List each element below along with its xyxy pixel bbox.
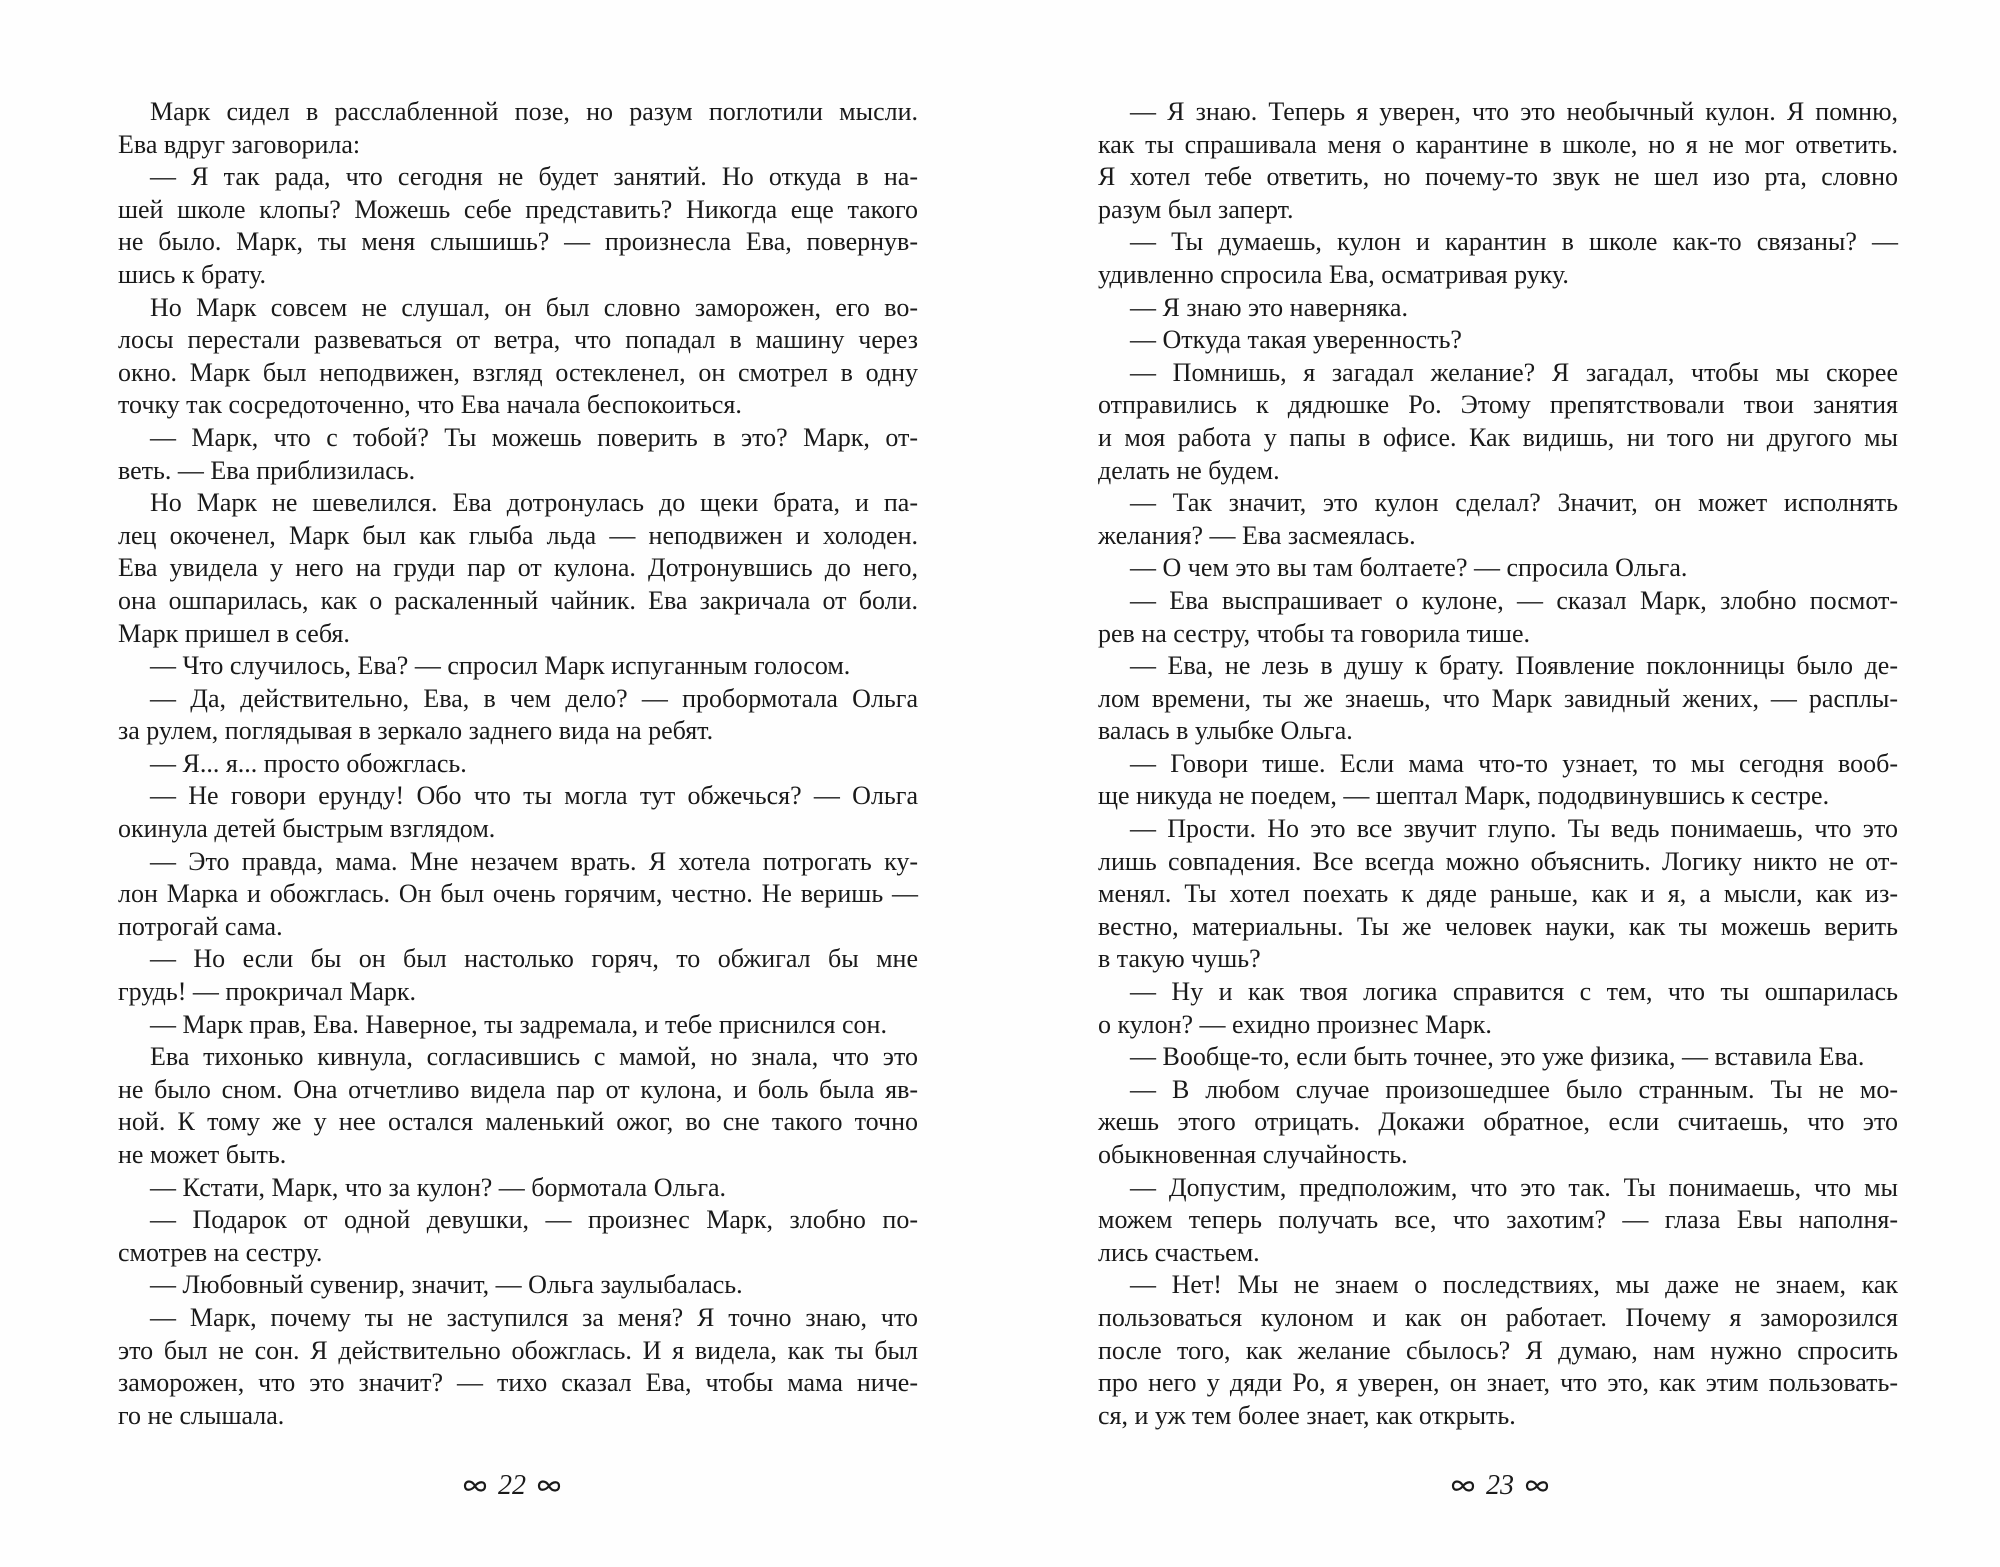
text-line: Ева вдруг заговорила: — [118, 129, 361, 159]
right-page — [1098, 96, 1898, 1432]
text-line: можем теперь получать все, что захотим? — глаза Евы наполня- — [1098, 1205, 1898, 1235]
text-line: — Нет! Мы не знаем о последствиях, мы даже не знаем, как — [1130, 1270, 1898, 1300]
text-line: лец окоченел, Марк был как глыба льда — неподвижен и холоден. — [118, 520, 918, 550]
text-line: — Я так рада, что сегодня не будет занятий. Но откуда в на- — [150, 162, 918, 192]
ornament-left-icon — [1450, 1478, 1476, 1494]
text-line: ще никуда не поедем, — шептал Марк, пододвинувшись к сестре. — [1098, 781, 1830, 811]
text-line: — Прости. Но это все звучит глупо. Ты ведь понимаешь, что это — [1130, 814, 1898, 844]
text-line: Но Марк не шевелился. Ева дотронулась до щеки брата, и па- — [150, 488, 918, 518]
text-line: про него у дяди Ро, я уверен, он знает, что это, как этим пользовать- — [1098, 1368, 1898, 1398]
text-line: делать не будем. — [1098, 455, 1280, 485]
text-line: — Кстати, Марк, что за кулон? — бормотала Ольга. — [150, 1172, 727, 1202]
text-line: — Ну и как твоя логика справится с тем, что ты ошпарилась — [1130, 977, 1898, 1007]
text-line: Но Марк совсем не слушал, он был словно заморожен, его во- — [150, 292, 918, 322]
text-line: после того, как желание сбылось? Я думаю, нам нужно спросить — [1098, 1335, 1898, 1365]
text-line: не было сном. Она отчетливо видела пар от кулона, и боль была яв- — [118, 1074, 918, 1104]
page-number: 23 — [1486, 1470, 1514, 1501]
text-line: лосы перестали развеваться от ветра, что попадал в машину через — [118, 325, 918, 355]
left-page-footer — [462, 1466, 562, 1506]
text-line: — Подарок от одной девушки, — произнес Марк, злобно по- — [150, 1205, 918, 1235]
text-line: точку так сосредоточенно, что Ева начала беспокоиться. — [118, 390, 742, 420]
text-line: — Это правда, мама. Мне незачем врать. Я хотела потрогать ку- — [150, 846, 918, 876]
text-line: Марк сидел в расслабленной позе, но разум поглотили мысли. — [150, 97, 918, 126]
text-line: — Да, действительно, Ева, в чем дело? — пробормотала Ольга — [150, 683, 918, 713]
text-line: лись счастьем. — [1098, 1237, 1260, 1267]
text-line: — Так значит, это кулон сделал? Значит, он может исполнять — [1130, 488, 1898, 518]
text-line: Ева увидела у него на груди пар от кулона. Дотронувшись до него, — [118, 553, 918, 583]
text-line: заморожен, что это значит? — тихо сказал Ева, чтобы мама ниче- — [118, 1368, 918, 1398]
left-page — [118, 96, 918, 1432]
text-line: окно. Марк был неподвижен, взгляд остекленел, он смотрел в одну — [118, 357, 918, 387]
text-line: — Любовный сувенир, значит, — Ольга заулыбалась. — [150, 1270, 743, 1300]
text-line: лон Марка и обожглась. Он был очень горячим, честно. Не веришь — — [118, 879, 918, 909]
text-line: рев на сестру, чтобы та говорила тише. — [1098, 618, 1530, 648]
text-line: потрогай сама. — [118, 911, 283, 941]
text-line: вестно, материальны. Ты же человек науки, как ты можешь верить — [1098, 911, 1898, 941]
text-line: — Я знаю. Теперь я уверен, что это необычный кулон. Я помню, — [1130, 97, 1898, 126]
ornament-right-icon — [1524, 1478, 1550, 1494]
text-line: удивленно спросила Ева, осматривая руку. — [1098, 259, 1569, 289]
text-line: — Вообще-то, если быть точнее, это уже физика, — вставила Ева. — [1130, 1042, 1865, 1072]
text-line: как ты спрашивала меня о карантине в школе, но я не мог ответить. — [1098, 129, 1898, 159]
text-line: — Ева, не лезь в душу к брату. Появление поклонницы было де- — [1130, 651, 1898, 681]
text-line: о кулон? — ехидно произнес Марк. — [1098, 1009, 1492, 1039]
page-number: 22 — [498, 1470, 526, 1501]
text-line: жешь этого отрицать. Докажи обратное, если считаешь, что это — [1098, 1107, 1898, 1137]
text-line: лом времени, ты же знаешь, что Марк завидный жених, — расплы- — [1098, 683, 1898, 713]
text-line: она ошпарилась, как о раскаленный чайник. Ева закричала от боли. — [118, 585, 918, 615]
text-line: отправились к дядюшке Ро. Этому препятствовали твои занятия — [1098, 390, 1898, 420]
text-line: — Ты думаешь, кулон и карантин в школе как-то связаны? — — [1130, 227, 1898, 257]
text-line: в такую чушь? — [1098, 944, 1261, 974]
text-line: — Но если бы он был настолько горяч, то обжигал бы мне — [150, 944, 918, 974]
text-line: шись к брату. — [118, 259, 266, 289]
text-line: обыкновенная случайность. — [1098, 1140, 1408, 1169]
text-line: окинула детей быстрым взглядом. — [118, 814, 496, 844]
text-line: — Марк прав, Ева. Наверное, ты задремала, и тебе приснился сон. — [150, 1009, 887, 1039]
text-line: — Марк, почему ты не заступился за меня? Я точно знаю, что — [150, 1302, 918, 1332]
text-line: — Откуда такая уверенность? — [1130, 325, 1462, 355]
text-line: шей школе клопы? Можешь себе представить? Никогда еще такого — [118, 194, 918, 224]
text-line: грудь! — прокричал Марк. — [118, 977, 416, 1007]
text-line: не может быть. — [118, 1140, 287, 1169]
right-page-footer — [1450, 1466, 1550, 1506]
text-line: — Ева выспрашивает о кулоне, — сказал Марк, злобно посмот- — [1130, 585, 1898, 615]
text-line: — Марк, что с тобой? Ты можешь поверить в это? Марк, от- — [150, 422, 918, 452]
text-line: — Что случилось, Ева? — спросил Марк испуганным голосом. — [150, 651, 851, 681]
text-line: — О чем это вы там болтаете? — спросила Ольга. — [1130, 553, 1688, 583]
text-line: желания? — Ева засмеялась. — [1098, 520, 1416, 550]
text-line: пользоваться кулоном и как он работает. Почему я заморозился — [1098, 1302, 1898, 1332]
text-line: — Я знаю это наверняка. — [1130, 292, 1408, 322]
text-line: это был не сон. Я действительно обожглась. И я видела, как ты был — [118, 1335, 918, 1365]
text-line: — Не говори ерунду! Обо что ты могла тут обжечься? — Ольга — [150, 781, 918, 811]
text-line: валась в улыбке Ольга. — [1098, 716, 1353, 746]
ornament-left-icon — [462, 1478, 488, 1494]
text-line: — Говори тише. Если мама что-то узнает, то мы сегодня вооб- — [1130, 748, 1898, 778]
text-line: — В любом случае произошедшее было странным. Ты не мо- — [1130, 1074, 1898, 1104]
text-line: Я хотел тебе ответить, но почему-то звук не шел изо рта, словно — [1098, 162, 1898, 192]
text-line: ся, и уж тем более знает, как открыть. — [1098, 1400, 1516, 1430]
ornament-right-icon — [536, 1478, 562, 1494]
text-line: — Помнишь, я загадал желание? Я загадал, чтобы мы скорее — [1130, 357, 1898, 387]
text-line: не было. Марк, ты меня слышишь? — произнесла Ева, повернув- — [118, 227, 918, 257]
text-line: и моя работа у папы в офисе. Как видишь, ни того ни другого мы — [1098, 422, 1898, 452]
text-line: ной. К тому же у нее остался маленький ожог, во сне такого точно — [118, 1107, 918, 1137]
text-line: го не слышала. — [118, 1400, 285, 1430]
text-line: за рулем, поглядывая в зеркало заднего вида на ребят. — [118, 716, 714, 746]
text-line: — Допустим, предположим, что это так. Ты понимаешь, что мы — [1130, 1172, 1898, 1202]
text-line: менял. Ты хотел поехать к дяде раньше, как и я, а мысли, как из- — [1098, 879, 1898, 909]
text-line: Ева тихонько кивнула, согласившись с мамой, но знала, что это — [150, 1042, 918, 1072]
text-line: — Я... я... просто обожглась. — [150, 748, 467, 778]
text-line: лишь совпадения. Все всегда можно объяснить. Логику никто не от- — [1098, 846, 1898, 876]
text-line: разум был заперт. — [1098, 194, 1294, 224]
text-line: веть. — Ева приблизилась. — [118, 455, 416, 485]
text-line: Марк пришел в себя. — [118, 618, 350, 648]
text-line: смотрев на сестру. — [118, 1237, 323, 1267]
